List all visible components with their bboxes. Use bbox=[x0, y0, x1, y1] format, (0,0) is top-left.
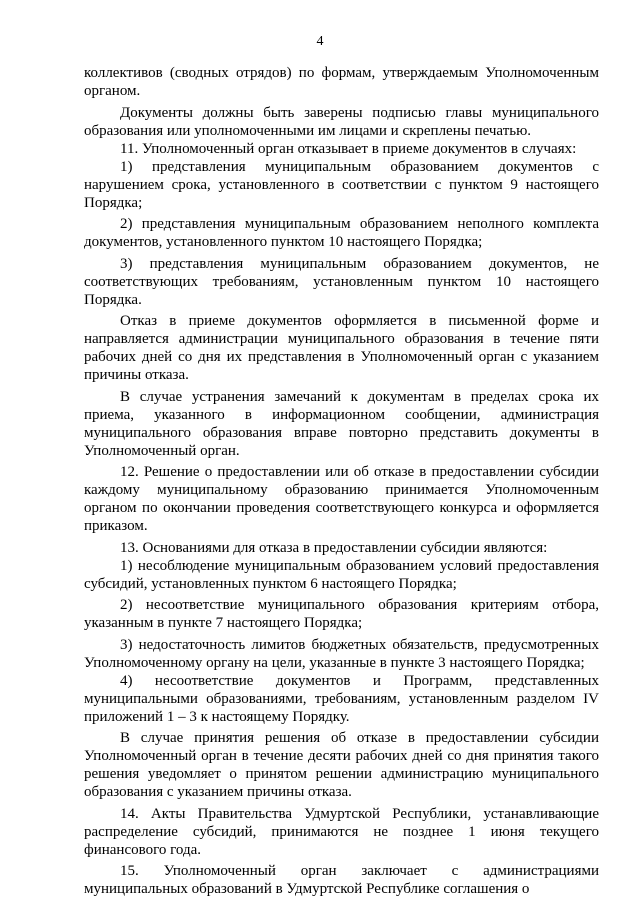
paragraph-refusal-notice: В случае принятия решения об отказе в предоставлении субсидии Уполномоченный орган в течение десяти рабочих дней со дня принятия такого решения уведомляет о принятом решении администрацию муниципального образования с указанием причины отказа. bbox=[84, 730, 599, 800]
paragraph-13-item-2: 2) несоответствие муниципального образования критериям отбора, указанным в пункте 7 настоящего Порядка; bbox=[84, 597, 599, 631]
paragraph-12: 12. Решение о предоставлении или об отказе в предоставлении субсидии каждому муниципальному образованию принимается Уполномоченным органом по окончании проведения соответствующего конкурса и оформляется приказом. bbox=[84, 464, 599, 534]
paragraph-11-item-3: 3) представления муниципальным образованием документов, не соответствующих требованиям, установленным пунктом 10 настоящего Порядка. bbox=[84, 255, 599, 308]
page-number: 4 bbox=[316, 34, 324, 49]
paragraph-13-item-3: 3) недостаточность лимитов бюджетных обязательств, предусмотренных Уполномоченному органу на цели, указанные в пункте 3 настоящего Порядка; bbox=[84, 636, 599, 671]
paragraph-13-item-4: 4) несоответствие документов и Программ, представленных муниципальными образованиями, требованиям, установленным разделом IV приложений 1 – 3 к настоящему Порядку. bbox=[84, 672, 599, 725]
paragraph-continuation: коллективов (сводных отрядов) по формам, утверждаемым Уполномоченным органом. bbox=[84, 65, 599, 99]
document-body bbox=[84, 64, 599, 898]
paragraph-resubmission: В случае устранения замечаний к документам в пределах срока их приема, указанного в информационном сообщении, администрация муниципального образования вправе повторно представить документы в Уполномоченный орган. bbox=[84, 388, 599, 459]
paragraph-refusal-form: Отказ в приеме документов оформляется в письменной форме и направляется администрации муниципального образования в течение пяти рабочих дней со дня их представления в Уполномоченный орган с указанием причины отказа. bbox=[84, 313, 599, 383]
paragraph-certification: Документы должны быть заверены подписью главы муниципального образования или уполномоченными им лицами и скреплены печатью. bbox=[84, 104, 599, 139]
paragraph-11-intro: 11. Уполномоченный орган отказывает в приеме документов в случаях: bbox=[120, 140, 577, 157]
paragraph-11-item-2: 2) представления муниципальным образованием неполного комплекта документов, установленного пунктом 10 настоящего Порядка; bbox=[84, 216, 599, 250]
paragraph-14: 14. Акты Правительства Удмуртской Республики, устанавливающие распределение субсидий, принимаются не позднее 1 июня текущего финансового года. bbox=[84, 805, 599, 858]
paragraph-13-intro: 13. Основаниями для отказа в предоставлении субсидии являются: bbox=[120, 539, 548, 556]
paragraph-15: 15. Уполномоченный орган заключает с администрациями муниципальных образований в Удмуртской Республике соглашения о bbox=[84, 863, 599, 897]
paragraph-13-item-1: 1) несоблюдение муниципальным образованием условий предоставления субсидий, установленных пунктом 6 настоящего Порядка; bbox=[84, 557, 599, 592]
paragraph-11-item-1: 1) представления муниципальным образованием документов с нарушением срока, установленного в соответствии с пунктом 9 настоящего Порядка; bbox=[84, 158, 599, 211]
